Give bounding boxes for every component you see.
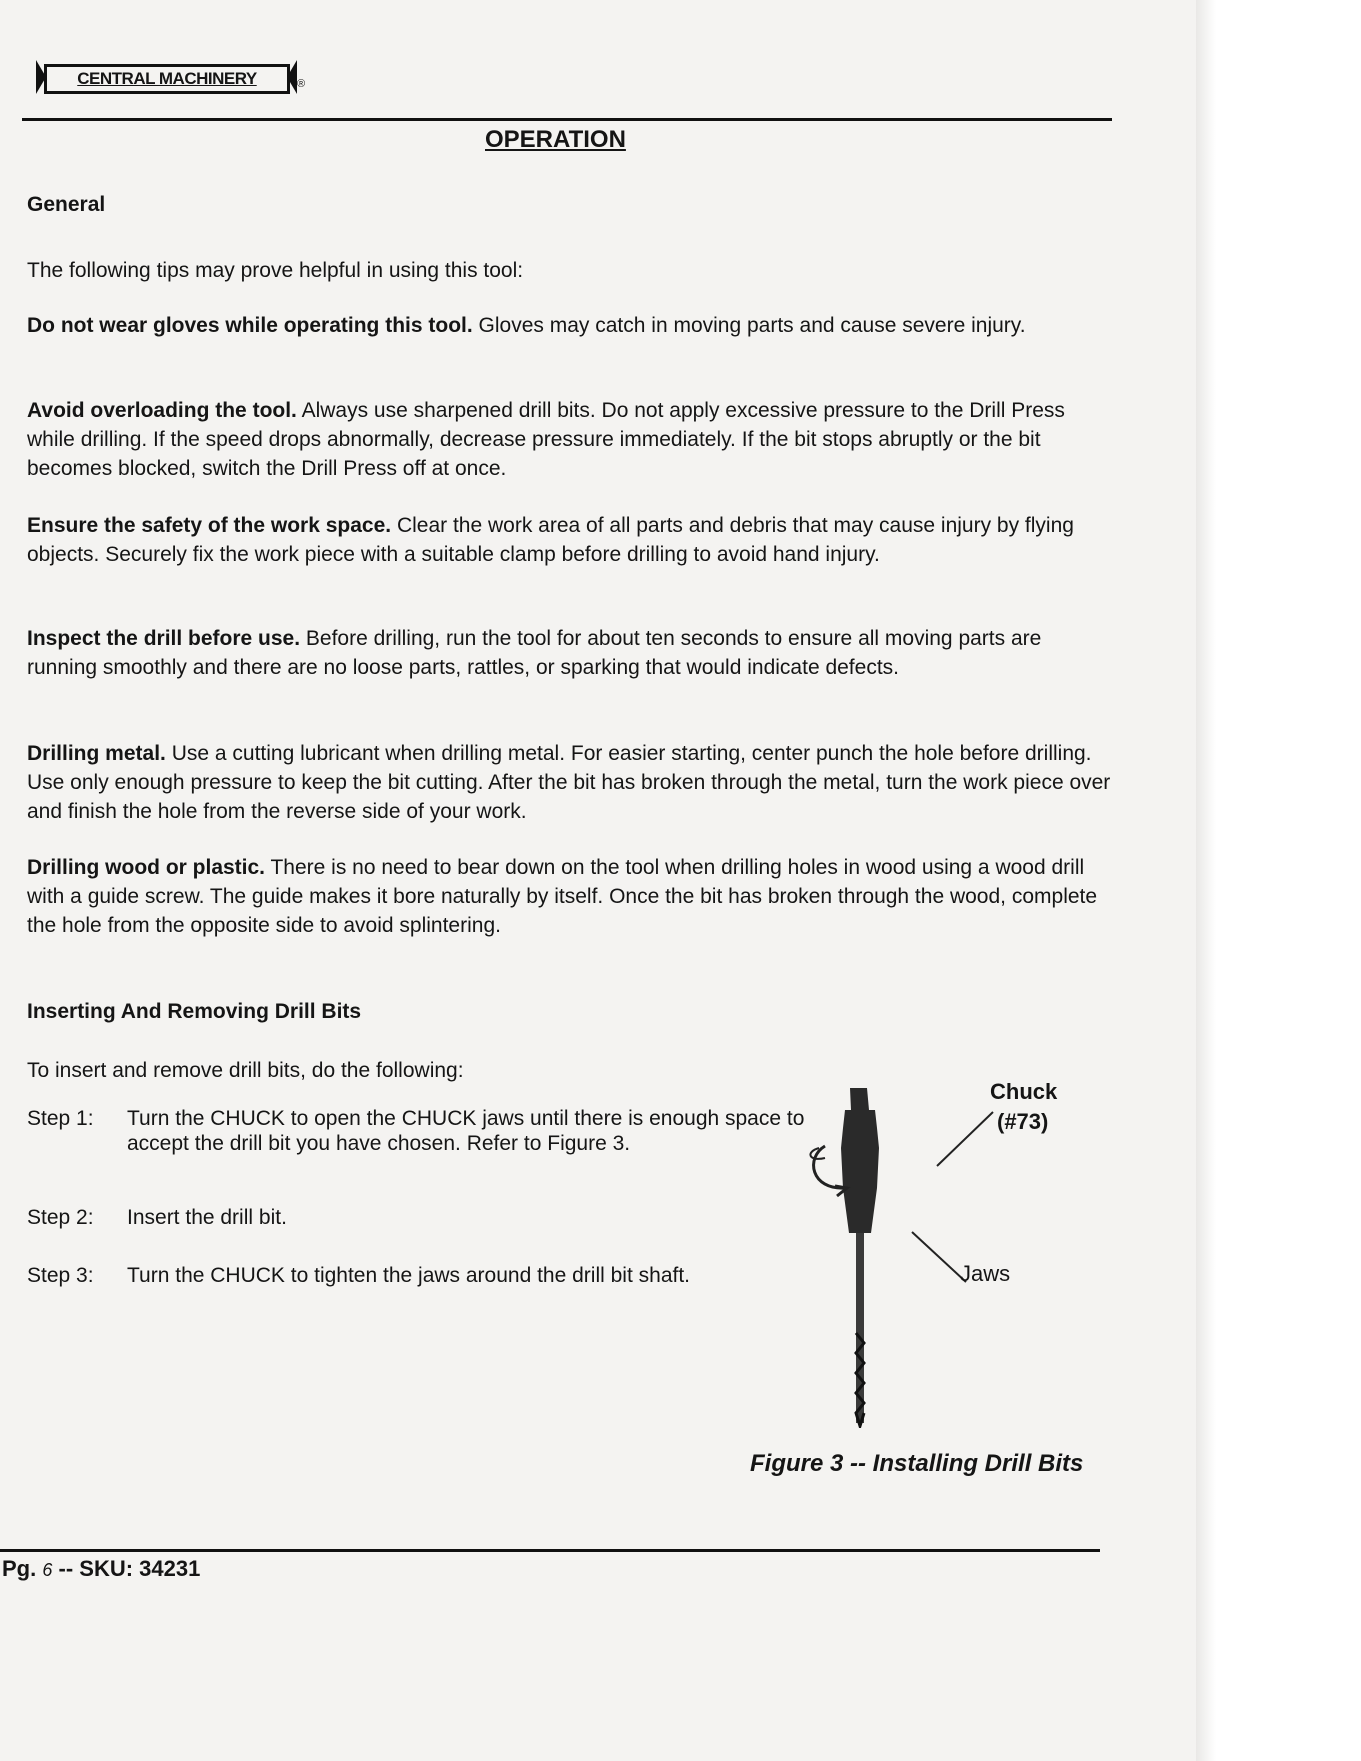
step-text: Turn the CHUCK to tighten the jaws around the drill bit shaft. <box>127 1264 691 1287</box>
registered-mark: ® <box>297 78 306 90</box>
tip-title: Drilling wood or plastic. <box>27 856 266 879</box>
chuck-callout-line <box>935 1110 995 1170</box>
page-prefix: Pg. <box>2 1556 37 1581</box>
brand-logo <box>36 60 306 94</box>
page-edge-shadow <box>1196 0 1216 1761</box>
tip-title: Inspect the drill before use. <box>27 627 301 650</box>
tip-body: Before drilling, run the tool for about ten seconds to ensure all moving parts are running smoothly and there are no loose parts, rattles, or sparking that would indicate defects. <box>27 627 1042 679</box>
logo-right-wing <box>287 60 297 94</box>
step-label: Step 3: <box>27 1264 94 1287</box>
figure-caption: Figure 3 -- Installing Drill Bits <box>750 1450 1084 1477</box>
tip-body: There is no need to bear down on the tool when drilling holes in wood using a wood drill with a guide screw. The guide makes it bore naturally by itself. Once the bit has broken through the wood, complete the hole from the opposite side to avoid splintering. <box>27 856 1098 937</box>
tip-gloves <box>27 311 1117 340</box>
chuck-label: Chuck <box>990 1079 1058 1104</box>
general-intro: The following tips may prove helpful in using this tool: <box>27 259 524 282</box>
page-number: 6 <box>42 1560 53 1580</box>
step-label: Step 2: <box>27 1206 94 1229</box>
tip-title: Drilling metal. <box>27 742 166 765</box>
inserting-heading: Inserting And Removing Drill Bits <box>27 1000 362 1023</box>
page-footer <box>2 1556 200 1582</box>
header-rule <box>22 118 1112 121</box>
tip-body: Gloves may catch in moving parts and cause severe injury. <box>472 314 1026 337</box>
section-title: OPERATION <box>485 126 626 153</box>
jaws-label: Jaws <box>960 1261 1011 1286</box>
tip-body: Always use sharpened drill bits. Do not apply excessive pressure to the Drill Press while drilling. If the speed drops abnormally, decrease pressure immediately. If the bit stops abruptly or the bit becomes blocked, switch the Drill Press off at once. <box>27 399 1065 480</box>
tip-title: Ensure the safety of the work space. <box>27 514 392 537</box>
tip-work-space <box>27 511 1117 569</box>
tip-title: Do not wear gloves while operating this tool. <box>27 314 473 337</box>
tip-title: Avoid overloading the tool. <box>27 399 297 422</box>
tip-inspect <box>27 624 1117 682</box>
footer-rule <box>0 1549 1100 1552</box>
inserting-intro: To insert and remove drill bits, do the following: <box>27 1059 464 1082</box>
tip-overloading <box>27 396 1117 483</box>
logo-box <box>44 64 290 94</box>
logo-text: CENTRAL MACHINERY <box>77 69 257 88</box>
tip-drilling-metal <box>27 739 1117 826</box>
tip-drilling-wood <box>27 853 1117 940</box>
chuck-part-number: (#73) <box>997 1109 1049 1134</box>
tip-body: Use a cutting lubricant when drilling metal. For easier starting, center punch the hole before drilling. Use only enough pressure to keep the bit cutting. After the bit has broken through the metal, turn the work piece over and finish the hole from the reverse side of your work. <box>27 742 1111 823</box>
tip-body: Clear the work area of all parts and debris that may cause injury by flying objects. Securely fix the work piece with a suitable clamp before drilling to avoid hand injury. <box>27 514 1074 566</box>
general-heading: General <box>27 193 106 216</box>
step-text: Turn the CHUCK to open the CHUCK jaws until there is enough space to accept the drill bit you have chosen. Refer to Figure 3. <box>127 1107 805 1155</box>
step-text: Insert the drill bit. <box>127 1206 287 1229</box>
step-label: Step 1: <box>27 1107 94 1130</box>
drill-chuck-illustration <box>805 1088 915 1428</box>
sku-label: -- SKU: 34231 <box>58 1556 201 1581</box>
